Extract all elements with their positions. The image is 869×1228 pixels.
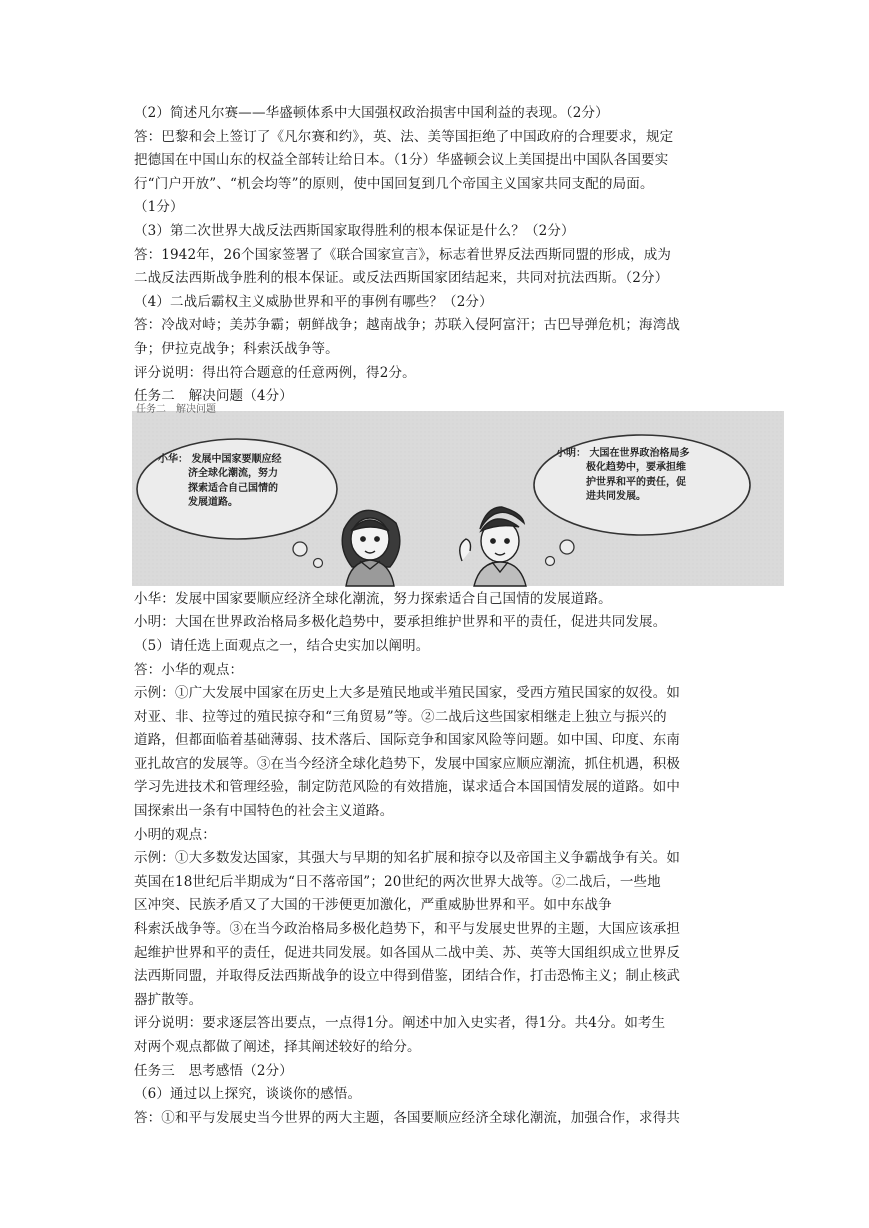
left-bubble-text — [158, 453, 281, 511]
text-line: 小明：大国在世界政治格局多极化趋势中，要承担维护世界和平的责任，促进共同发展。 — [134, 614, 667, 631]
bubble-line: 护世界和平的责任，促 — [586, 476, 686, 488]
text-line: 示例：①大多数发达国家，其强大与早期的知名扩展和掠夺以及帝国主义争霸战争有关。如 — [134, 850, 680, 867]
right-bubble-text — [556, 447, 689, 505]
text-line: 行“门户开放”、“机会均等”的原则，使中国回复到几个帝国主义国家共同支配的局面。 — [134, 175, 654, 192]
document-body — [134, 102, 740, 1130]
text-line: 法西斯同盟，并取得反法西斯战争的设立中得到借鉴，团结合作，打击恐怖主义；制止核武 — [134, 968, 680, 985]
girl-figure — [342, 510, 400, 586]
text-line: 起维护世界和平的责任，促进共同发展。如各国从二战中美、苏、英等大国组织成立世界反 — [134, 944, 680, 961]
cartoon-illustration — [132, 403, 784, 586]
text-line: （4）二战后霸权主义威胁世界和平的事例有哪些？（2分） — [134, 293, 493, 310]
text-line: 亚扎故宫的发展等。③在当今经济全球化趋势下，发展中国家应顺应潮流，抓住机遇，积极 — [134, 755, 680, 772]
text-line: 争；伊拉克战争；科索沃战争等。 — [134, 340, 339, 357]
text-line: （1分） — [134, 199, 184, 216]
speaker-label-xiaoming: 小明： — [556, 447, 586, 459]
text-line: （6）通过以上探究，谈谈你的感悟。 — [134, 1086, 362, 1103]
text-line: 答：①和平与发展史当今世界的两大主题，各国要顺应经济全球化潮流，加强合作，求得共 — [134, 1109, 680, 1126]
text-line: （3）第二次世界大战反法西斯国家取得胜利的根本保证是什么？（2分） — [134, 222, 575, 239]
text-block-top — [134, 102, 740, 409]
text-line: （5）请任选上面观点之一，结合史实加以阐明。 — [134, 637, 430, 654]
text-line: 科索沃战争等。③在当今政治格局多极化趋势下，和平与发展史世界的主题，大国应该承担 — [134, 921, 680, 938]
text-line: 道路，但都面临着基础薄弱、技术落后、国际竞争和国家风险等问题。如中国、印度、东南 — [134, 732, 680, 749]
bubble-line: 济全球化潮流，努力 — [188, 468, 278, 480]
text-block-bottom — [134, 588, 740, 1131]
text-line: 英国在18世纪后半期成为“日不落帝国”；20世纪的两次世界大战等。②二战后，一些地 — [134, 873, 661, 890]
clipped-heading-fragment: 任务二 解决问题 — [136, 403, 216, 415]
text-line: 答：小华的观点： — [134, 661, 244, 678]
text-line: 评分说明：得出符合题意的任意两例，得2分。 — [134, 364, 416, 381]
bubble-line: 发展中国家要顺应经 — [191, 453, 282, 465]
text-line: 对亚、非、拉等过的殖民掠夺和“三角贸易”等。②二战后这些国家相继走上独立与振兴的 — [134, 708, 667, 725]
text-line: 答：巴黎和会上签订了《凡尔赛和约》，英、法、美等国拒绝了中国政府的合理要求，规定 — [134, 128, 674, 145]
bubble-line: 发展道路。 — [188, 497, 238, 509]
bubble-line: 极化趋势中，要承担维 — [586, 462, 686, 474]
text-line: （2）简述凡尔赛——华盛顿体系中大国强权政治损害中国利益的表现。（2分） — [134, 105, 609, 121]
text-line: 小华：发展中国家要顺应经济全球化潮流，努力探索适合自己国情的发展道路。 — [134, 590, 612, 607]
bubble-line: 进共同发展。 — [586, 491, 646, 503]
speaker-label-xiaohua: 小华： — [158, 453, 188, 465]
bubble-line: 大国在世界政治格局多 — [589, 447, 690, 459]
text-line: 二战反法西斯战争胜利的根本保证。或反法西斯国家团结起来，共同对抗法西斯。（2分） — [134, 270, 669, 287]
text-line: 器扩散等。 — [134, 991, 203, 1008]
text-line: 小明的观点： — [134, 826, 216, 843]
text-line: 把德国在中国山东的权益全部转让给日本。（1分）华盛顿会议上美国提出中国队各国要实 — [134, 152, 669, 169]
text-line: 学习先进技术和管理经验，制定防范风险的有效措施，谋求适合本国国情发展的道路。如中 — [134, 779, 680, 796]
text-line: 国探索出一条有中国特色的社会主义道路。 — [134, 803, 394, 820]
section-heading: 任务二 解决问题（4分） — [134, 388, 293, 405]
text-line: 评分说明：要求逐层答出要点，一点得1分。阐述中加入史实者，得1分。共4分。如考生 — [134, 1015, 666, 1032]
text-line: 对两个观点都做了阐述，择其阐述较好的给分。 — [134, 1039, 421, 1055]
text-line: 示例：①广大发展中国家在历史上大多是殖民地或半殖民国家，受西方殖民国家的奴役。如 — [134, 685, 680, 702]
section-heading: 任务三 思考感悟（2分） — [134, 1062, 293, 1079]
text-line: 答：1942年，26个国家签署了《联合国家宣言》，标志着世界反法西斯同盟的形成，成为 — [134, 246, 672, 263]
bubble-line: 探索适合自己国情的 — [188, 482, 278, 494]
text-line: 区冲突、民族矛盾又了大国的干涉便更加激化，严重威胁世界和平。如中东战争 — [134, 897, 612, 914]
text-line: 答：冷战对峙；美苏争霸；朝鲜战争；越南战争；苏联入侵阿富汗；古巴导弹危机；海湾战 — [134, 317, 680, 334]
